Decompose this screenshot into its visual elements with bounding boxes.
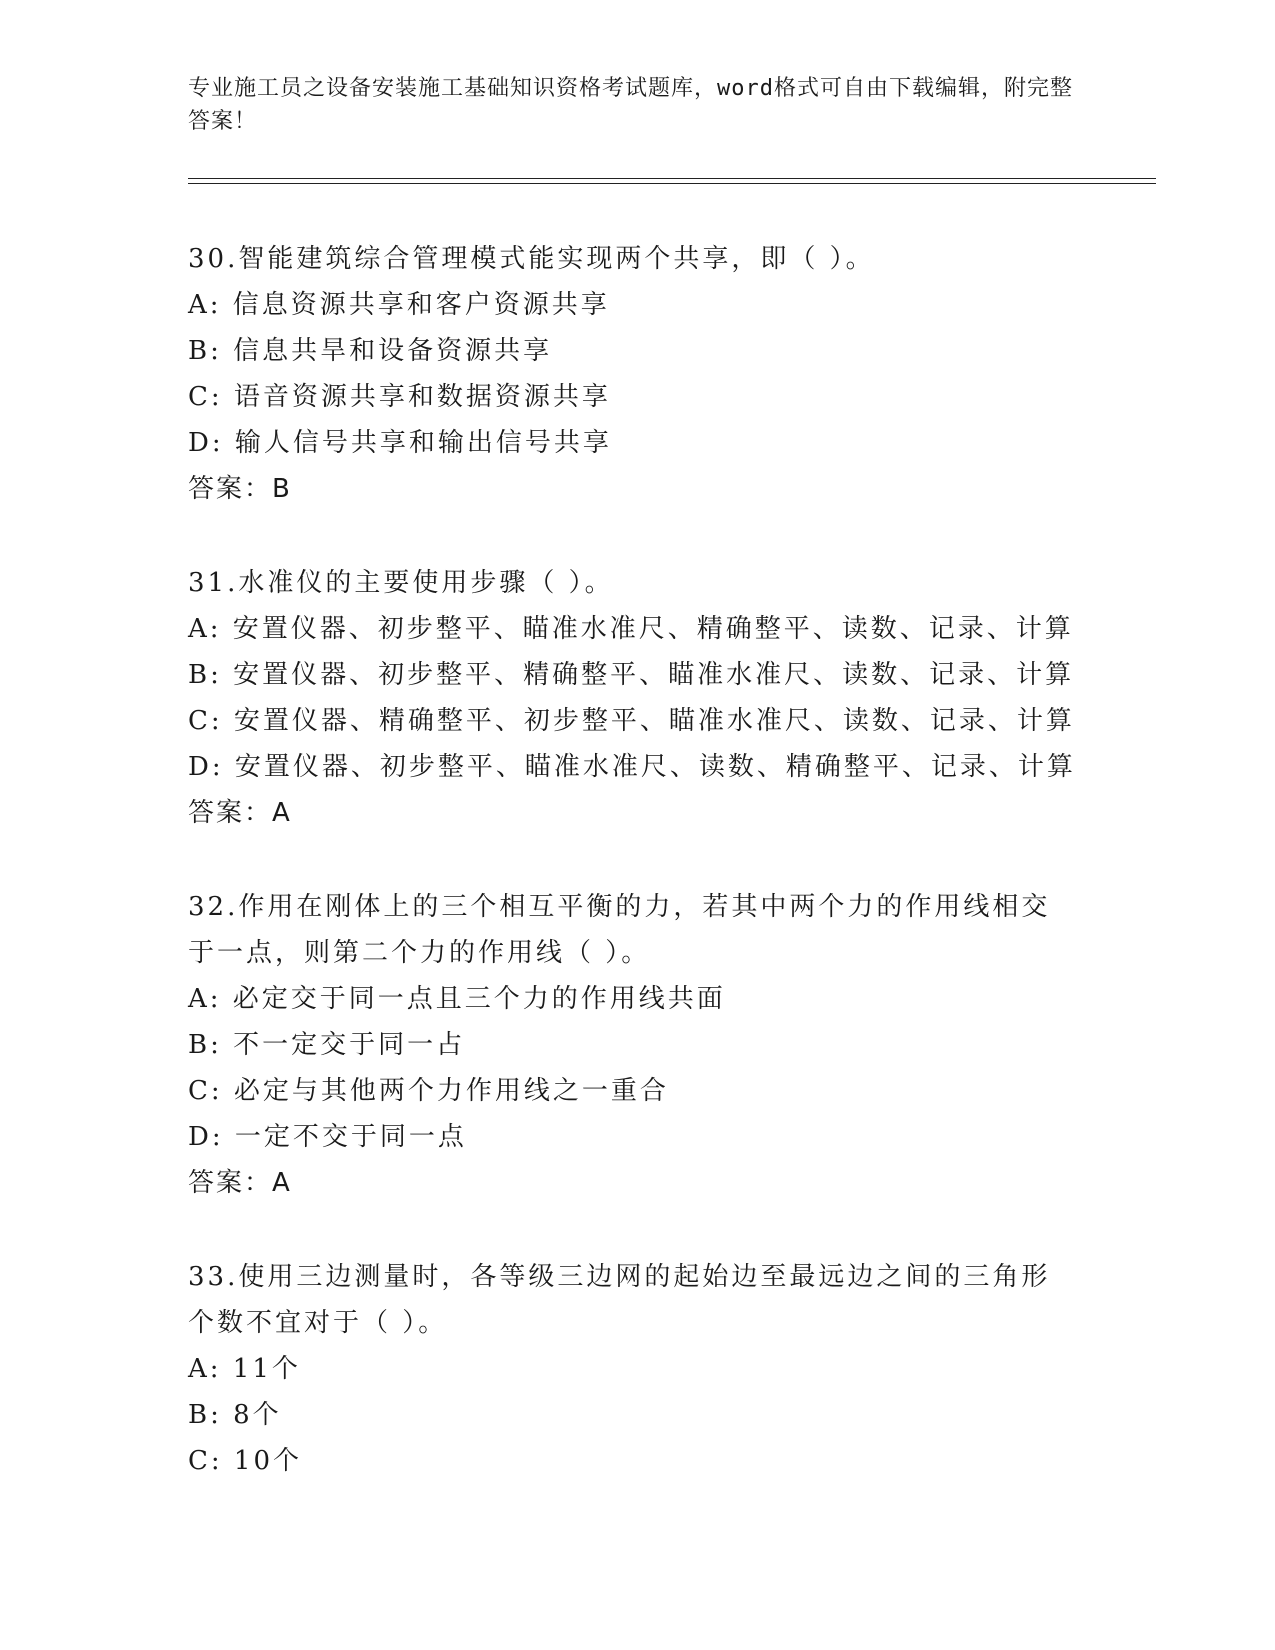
option-c: C: 必定与其他两个力作用线之一重合 bbox=[188, 1076, 669, 1106]
option-d: D: 一定不交于同一点 bbox=[188, 1122, 467, 1152]
answer-line: 答案：A bbox=[188, 1168, 292, 1198]
question-33 bbox=[188, 1254, 1088, 1484]
option-a: A: 必定交于同一点且三个力的作用线共面 bbox=[188, 984, 726, 1014]
header-divider bbox=[188, 178, 1156, 184]
question-stem: 32.作用在刚体上的三个相互平衡的力，若其中两个力的作用线相交于一点，则第二个力的作用线（ ）。 bbox=[188, 892, 1051, 968]
question-stem: 31.水准仪的主要使用步骤（ ）。 bbox=[188, 568, 614, 598]
question-list bbox=[188, 236, 1088, 1532]
question-32 bbox=[188, 884, 1088, 1206]
question-31 bbox=[188, 560, 1088, 836]
option-d: D: 输人信号共享和输出信号共享 bbox=[188, 428, 612, 458]
option-c: C: 10个 bbox=[188, 1446, 303, 1476]
option-b: B: 安置仪器、初步整平、精确整平、瞄准水准尺、读数、记录、计算 bbox=[188, 660, 1075, 690]
option-a: A: 安置仪器、初步整平、瞄准水准尺、精确整平、读数、记录、计算 bbox=[188, 614, 1074, 644]
option-b: B: 信息共旱和设备资源共享 bbox=[188, 336, 553, 366]
question-stem: 33.使用三边测量时，各等级三边网的起始边至最远边之间的三角形个数不宜对于（ ）。 bbox=[188, 1262, 1051, 1338]
answer-line: 答案：A bbox=[188, 798, 292, 828]
option-b: B: 不一定交于同一占 bbox=[188, 1030, 466, 1060]
document-header: 专业施工员之设备安装施工基础知识资格考试题库，word格式可自由下载编辑，附完整答案！ bbox=[188, 76, 1073, 134]
option-a: A: 信息资源共享和客户资源共享 bbox=[188, 290, 610, 320]
question-stem: 30.智能建筑综合管理模式能实现两个共享，即（ ）。 bbox=[188, 244, 875, 274]
option-a: A: 11个 bbox=[188, 1354, 301, 1384]
option-c: C: 安置仪器、精确整平、初步整平、瞄准水准尺、读数、记录、计算 bbox=[188, 706, 1075, 736]
question-30 bbox=[188, 236, 1088, 512]
answer-line: 答案：B bbox=[188, 474, 292, 504]
option-b: B: 8个 bbox=[188, 1400, 282, 1430]
option-d: D: 安置仪器、初步整平、瞄准水准尺、读数、精确整平、记录、计算 bbox=[188, 752, 1076, 782]
option-c: C: 语音资源共享和数据资源共享 bbox=[188, 382, 611, 412]
